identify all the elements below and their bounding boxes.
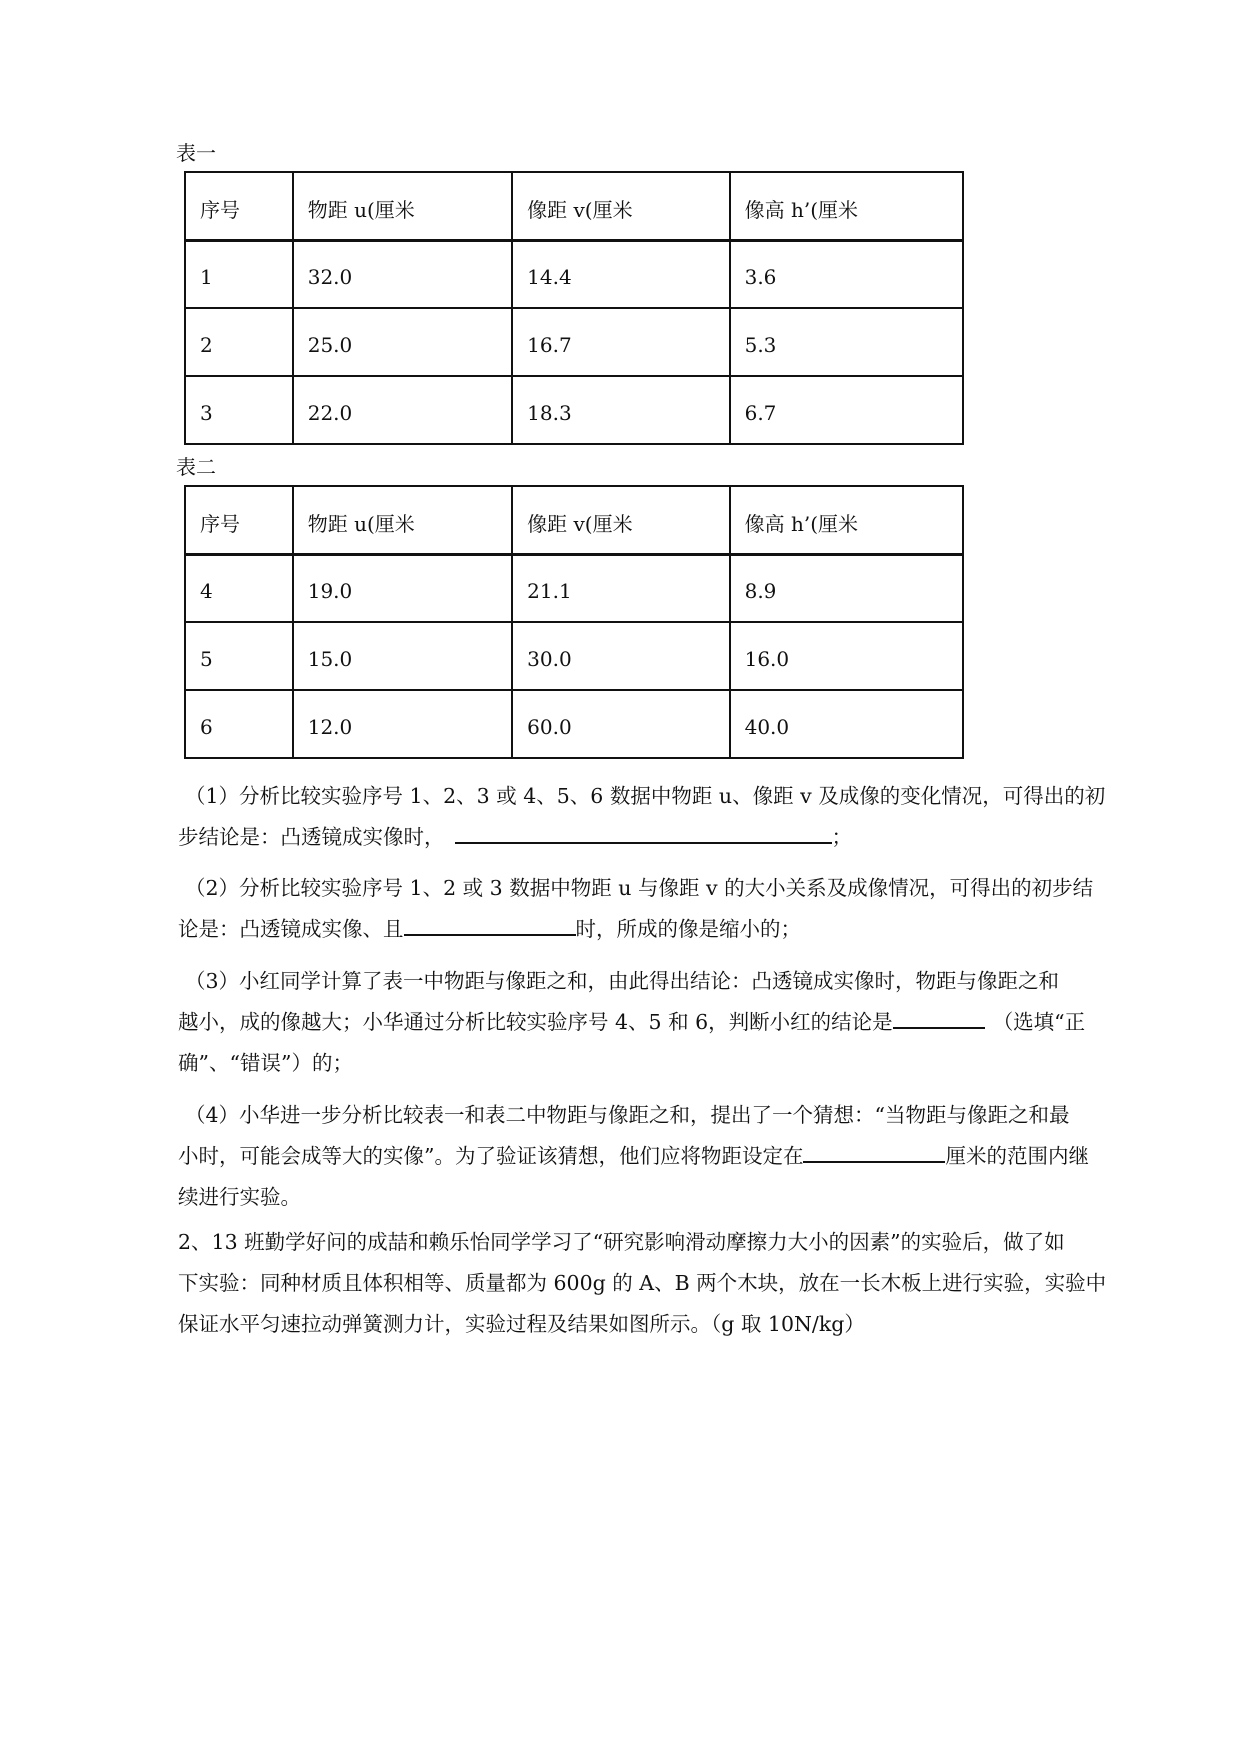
table-cell: 1 (185, 240, 293, 308)
answer-blank[interactable] (455, 820, 832, 844)
table-header-row (185, 172, 963, 240)
question-text: 续进行实验。 (178, 1185, 301, 1209)
question-line: （选填“正 (992, 1010, 1086, 1034)
question-text (178, 909, 1178, 950)
table-cell: 6 (185, 690, 293, 758)
table-cell: 16.7 (512, 308, 729, 376)
question-line: （3）小红同学计算了表一中物距与像距之和，由此得出结论：凸透镜成实像时，物距与像距之和 (185, 969, 1060, 993)
table-caption: 表一 (176, 141, 216, 165)
question-3 (178, 961, 1178, 1084)
question-line: ； (831, 825, 852, 849)
table-cell: 60.0 (512, 690, 729, 758)
table-header-cell: 像高 h’(厘米 (730, 172, 963, 240)
question-line: 时，所成的像是缩小的； (575, 917, 801, 941)
answer-blank[interactable] (803, 1139, 945, 1163)
table-row (185, 554, 963, 622)
question-line: 厘米的范围内继 (945, 1144, 1089, 1168)
table-cell: 12.0 (293, 690, 512, 758)
table-cell: 6.7 (730, 376, 963, 444)
question-text: 确”、“错误”）的； (178, 1051, 353, 1075)
table-cell: 25.0 (293, 308, 512, 376)
table-cell: 4 (185, 554, 293, 622)
table-header-cell: 像高 h’(厘米 (730, 486, 963, 554)
table-row (185, 376, 963, 444)
question-text (178, 817, 1178, 858)
problem-text: 下实验：同种材质且体积相等、质量都为 600g 的 A、B 两个木块，放在一长木板上进行实验，实验中 (178, 1271, 1107, 1295)
question-text (178, 961, 1178, 1002)
table-caption: 表二 (176, 455, 216, 479)
table-cell: 30.0 (512, 622, 729, 690)
table-cell: 3.6 (730, 240, 963, 308)
answer-blank[interactable] (893, 1005, 985, 1029)
problem-2 (178, 1222, 1178, 1345)
table-header-cell: 物距 u(厘米 (293, 486, 512, 554)
question-line: （1）分析比较实验序号 1、2、3 或 4、5、6 数据中物距 u、像距 v 及成像的变化情况，可得出的初 (185, 784, 1106, 808)
table-row (185, 622, 963, 690)
question-text (178, 1136, 1178, 1177)
table-header-cell: 物距 u(厘米 (293, 172, 512, 240)
table-header-cell: 序号 (185, 172, 293, 240)
table-row (185, 308, 963, 376)
question-1 (178, 776, 1178, 858)
table-cell: 32.0 (293, 240, 512, 308)
answer-blank[interactable] (404, 912, 576, 936)
question-text (178, 868, 1178, 909)
table-cell: 15.0 (293, 622, 512, 690)
table-cell: 5.3 (730, 308, 963, 376)
table-cell: 2 (185, 308, 293, 376)
question-line: （4）小华进一步分析比较表一和表二中物距与像距之和，提出了一个猜想：“当物距与像距之和最 (185, 1103, 1070, 1127)
table-cell: 5 (185, 622, 293, 690)
table-header-cell: 像距 v(厘米 (512, 486, 729, 554)
table-cell: 3 (185, 376, 293, 444)
table-cell: 40.0 (730, 690, 963, 758)
table-cell: 19.0 (293, 554, 512, 622)
question-line: 越小，成的像越大；小华通过分析比较实验序号 4、5 和 6，判断小红的结论是 (178, 1010, 893, 1034)
problem-text: 2、13 班勤学好问的成喆和赖乐怡同学学习了“研究影响滑动摩擦力大小的因素”的实验后，做了如 (178, 1230, 1065, 1254)
data-table-1 (184, 171, 964, 445)
question-text (178, 776, 1178, 817)
question-2 (178, 868, 1178, 950)
table-header-cell: 像距 v(厘米 (512, 172, 729, 240)
table-row (185, 690, 963, 758)
problem-text: 保证水平匀速拉动弹簧测力计，实验过程及结果如图所示。（g 取 10N/kg） (178, 1312, 865, 1336)
question-line: 步结论是：凸透镜成实像时， (178, 825, 445, 849)
question-text (178, 1095, 1178, 1136)
question-line: （2）分析比较实验序号 1、2 或 3 数据中物距 u 与像距 v 的大小关系及成像情况，可得出的初步结 (185, 876, 1094, 900)
data-table-2 (184, 485, 964, 759)
table-cell: 18.3 (512, 376, 729, 444)
table-cell: 14.4 (512, 240, 729, 308)
question-4 (178, 1095, 1178, 1218)
table-row (185, 240, 963, 308)
table-cell: 21.1 (512, 554, 729, 622)
question-text (178, 1002, 1178, 1043)
table-header-cell: 序号 (185, 486, 293, 554)
table-cell: 8.9 (730, 554, 963, 622)
table-cell: 16.0 (730, 622, 963, 690)
table-header-row (185, 486, 963, 554)
question-line: 小时，可能会成等大的实像”。为了验证该猜想，他们应将物距设定在 (178, 1144, 804, 1168)
table-cell: 22.0 (293, 376, 512, 444)
question-line: 论是：凸透镜成实像、且 (178, 917, 404, 941)
